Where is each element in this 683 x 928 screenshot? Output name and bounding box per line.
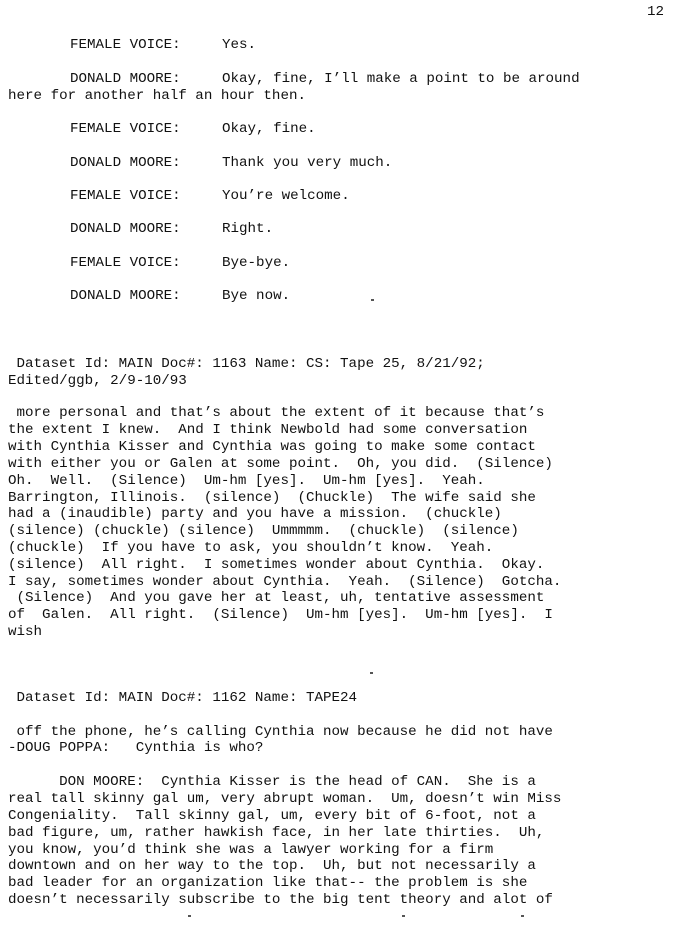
utterance-text: Bye now.	[222, 288, 291, 304]
scan-speck	[188, 915, 191, 917]
speaker-label: DONALD MOORE:	[70, 288, 181, 304]
utterance-text: Okay, fine, I’ll make a point to be around	[222, 71, 580, 87]
body-line: (Silence) And you gave her at least, uh, tentative assessment	[8, 590, 545, 606]
speaker-label: FEMALE VOICE:	[70, 121, 181, 137]
body-line: I say, sometimes wonder about Cynthia. Yeah. (Silence) Gotcha.	[8, 574, 562, 590]
scan-speck	[371, 299, 374, 301]
body-line: (silence) All right. I sometimes wonder about Cynthia. Okay.	[8, 557, 545, 573]
scan-speck	[370, 672, 373, 674]
body-line: bad figure, um, rather hawkish face, in her late thirties. Uh,	[8, 825, 545, 841]
body-line: real tall skinny gal um, very abrupt woman. Um, doesn’t win Miss	[8, 791, 562, 807]
body-line: you know, you’d think she was a lawyer working for a firm	[8, 842, 494, 858]
body-line: (chuckle) If you have to ask, you shouldn’t know. Yeah.	[8, 540, 494, 556]
body-line: with either you or Galen at some point. Oh, you did. (Silence)	[8, 456, 553, 472]
body-line: wish	[8, 624, 43, 640]
speaker-label: FEMALE VOICE:	[70, 37, 181, 53]
speaker-label: DONALD MOORE:	[70, 71, 181, 87]
body-line: off the phone, he’s calling Cynthia now because he did not have	[8, 724, 553, 740]
utterance-text: Okay, fine.	[222, 121, 316, 137]
body-line: with Cynthia Kisser and Cynthia was going to make some contact	[8, 439, 536, 455]
speaker-label: DONALD MOORE:	[70, 155, 181, 171]
body-line: Congeniality. Tall skinny gal, um, every bit of 6-foot, not a	[8, 808, 536, 824]
body-line: bad leader for an organization like that-- the problem is she	[8, 875, 528, 891]
record-header-line: Dataset Id: MAIN Doc#: 1163 Name: CS: Tape 25, 8/21/92;	[8, 356, 485, 372]
utterance-text: Bye-bye.	[222, 255, 291, 271]
body-line: Barrington, Illinois. (silence) (Chuckle) The wife said she	[8, 490, 536, 506]
speaker-label: FEMALE VOICE:	[70, 255, 181, 271]
body-line: (silence) (chuckle) (silence) Ummmmm. (chuckle) (silence)	[8, 523, 519, 539]
record-header-line: Dataset Id: MAIN Doc#: 1162 Name: TAPE24	[8, 690, 358, 706]
body-line: doesn’t necessarily subscribe to the big tent theory and alot of	[8, 892, 553, 908]
body-line: downtown and on her way to the top. Uh, but not necessarily a	[8, 858, 536, 874]
utterance-text: Right.	[222, 221, 274, 237]
body-line: had a (inaudible) party and you have a mission. (chuckle)	[8, 506, 502, 522]
utterance-text: Thank you very much.	[222, 155, 393, 171]
body-line: DON MOORE: Cynthia Kisser is the head of CAN. She is a	[8, 774, 536, 790]
body-line: of Galen. All right. (Silence) Um-hm [yes]. Um-hm [yes]. I	[8, 607, 553, 623]
body-line: the extent I knew. And I think Newbold had some conversation	[8, 422, 528, 438]
speaker-label: DONALD MOORE:	[70, 221, 181, 237]
body-line: Oh. Well. (Silence) Um-hm [yes]. Um-hm [yes]. Yeah.	[8, 473, 485, 489]
utterance-text: Yes.	[222, 37, 257, 53]
record-header-line: Edited/ggb, 2/9-10/93	[8, 373, 187, 389]
scan-speck	[521, 915, 524, 917]
utterance-text: You’re welcome.	[222, 188, 350, 204]
body-line: -DOUG POPPA: Cynthia is who?	[8, 740, 264, 756]
speaker-label: FEMALE VOICE:	[70, 188, 181, 204]
body-line: more personal and that’s about the extent of it because that’s	[8, 405, 545, 421]
page-number: 12	[646, 4, 664, 20]
utterance-continuation: here for another half an hour then.	[8, 88, 306, 104]
scan-speck	[402, 915, 405, 917]
